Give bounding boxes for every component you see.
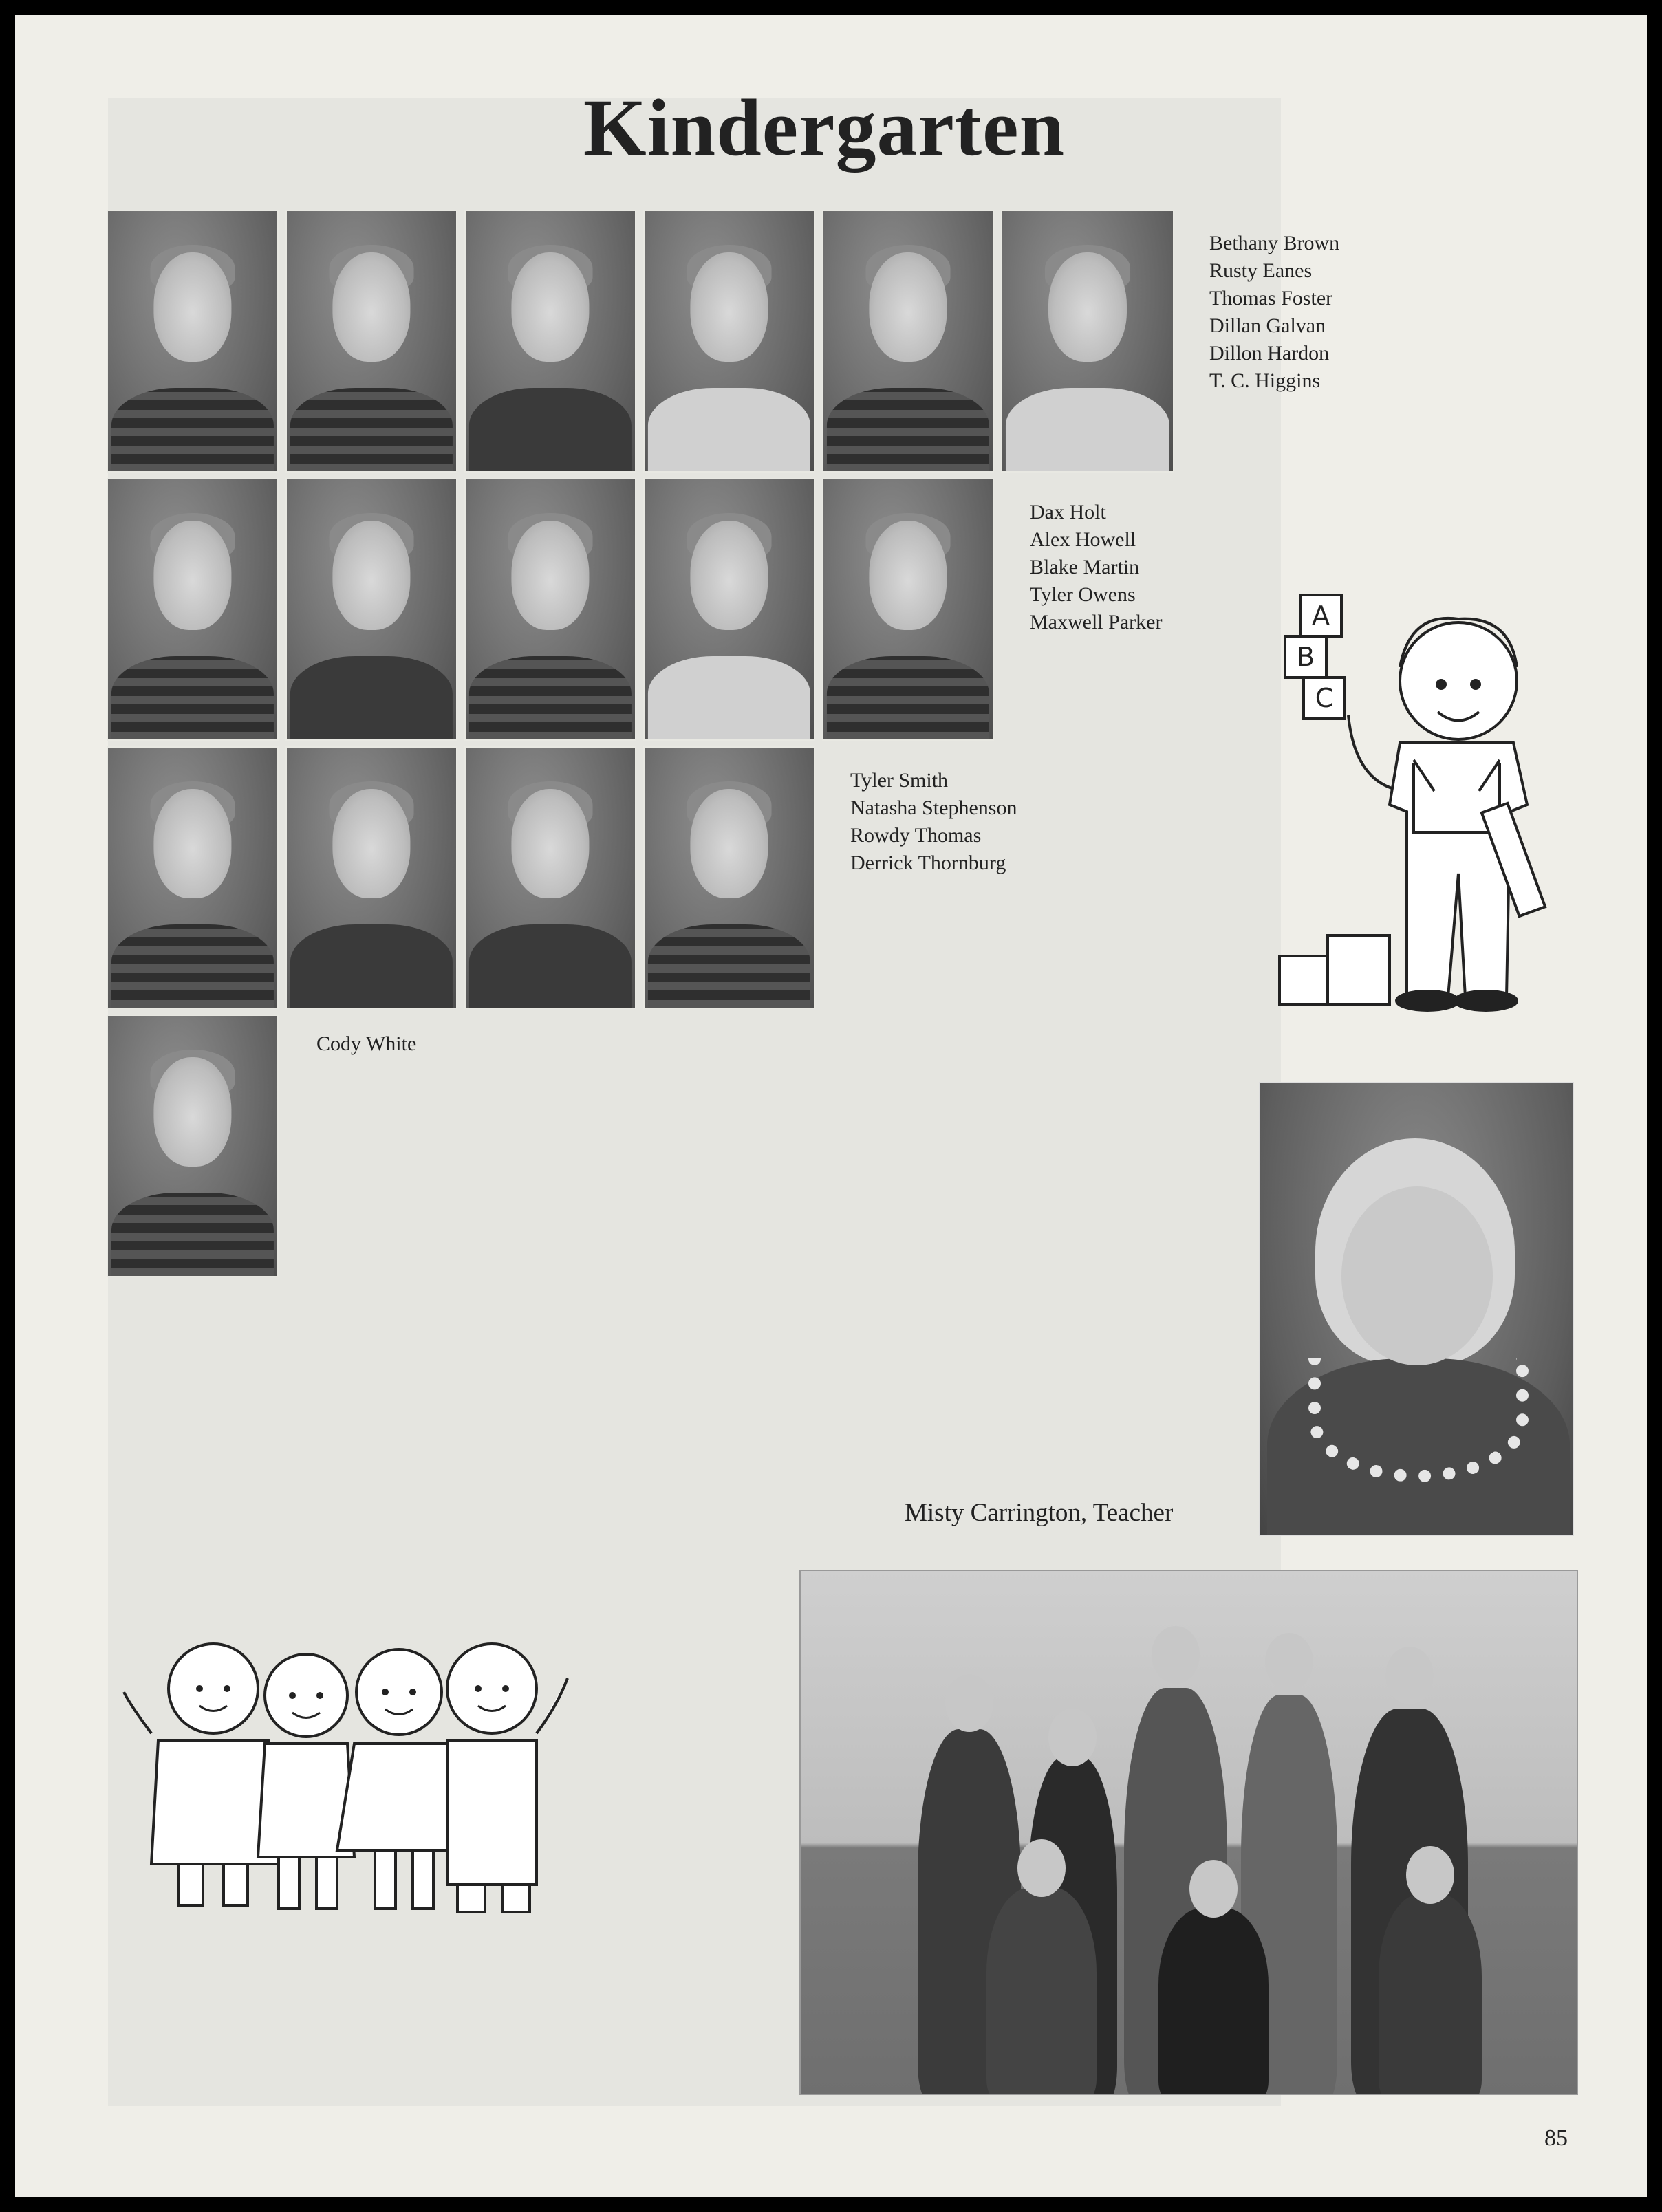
row1-names xyxy=(1209,230,1339,395)
block-letter-c: C xyxy=(1315,683,1334,713)
student-name: Alex Howell xyxy=(1030,528,1136,551)
block-letter-a: A xyxy=(1312,600,1330,631)
row3-names xyxy=(850,767,1017,877)
portrait-rusty-eanes xyxy=(285,210,457,473)
student-name: Natasha Stephenson xyxy=(850,796,1017,819)
portrait-dax-holt xyxy=(107,478,279,741)
portrait-derrick-thornburg xyxy=(643,746,815,1009)
student-name: Dax Holt xyxy=(1030,501,1106,523)
row2-names xyxy=(1030,499,1162,636)
four-kids-illustration xyxy=(110,1637,592,1926)
student-name: Derrick Thornburg xyxy=(850,852,1006,874)
student-name: Cody White xyxy=(316,1032,417,1055)
portrait-dillon-hardon xyxy=(822,210,994,473)
portrait-dillan-galvan xyxy=(643,210,815,473)
portrait-tyler-owens xyxy=(643,478,815,741)
portrait-tyler-smith xyxy=(107,746,279,1009)
block-letter-b: B xyxy=(1296,642,1315,672)
student-name: T. C. Higgins xyxy=(1209,369,1321,392)
student-name: Bethany Brown xyxy=(1209,232,1340,254)
portrait-maxwell-parker xyxy=(822,478,994,741)
classroom-group-photo xyxy=(799,1570,1578,2095)
student-name: Dillan Galvan xyxy=(1209,314,1326,337)
portrait-thomas-foster xyxy=(464,210,636,473)
student-name: Thomas Foster xyxy=(1209,287,1333,310)
portrait-tc-higgins xyxy=(1001,210,1174,473)
page-title: Kindergarten xyxy=(583,83,1066,173)
row4-names xyxy=(316,1030,416,1058)
student-name: Tyler Smith xyxy=(850,769,949,792)
portrait-blake-martin xyxy=(464,478,636,741)
student-name: Tyler Owens xyxy=(1030,583,1136,606)
student-name: Dillon Hardon xyxy=(1209,342,1330,365)
student-name: Rowdy Thomas xyxy=(850,824,982,847)
portrait-natasha-stephenson xyxy=(285,746,457,1009)
portrait-cody-white xyxy=(107,1015,279,1277)
page-number: 85 xyxy=(1544,2125,1568,2151)
portrait-rowdy-thomas xyxy=(464,746,636,1009)
abc-blocks-boy-illustration xyxy=(1273,585,1562,1018)
student-name: Maxwell Parker xyxy=(1030,611,1163,633)
student-name: Rusty Eanes xyxy=(1209,259,1313,282)
student-name: Blake Martin xyxy=(1030,556,1140,578)
teacher-portrait xyxy=(1259,1082,1574,1536)
portrait-alex-howell xyxy=(285,478,457,741)
teacher-caption: Misty Carrington, Teacher xyxy=(905,1499,1174,1527)
portrait-bethany-brown xyxy=(107,210,279,473)
